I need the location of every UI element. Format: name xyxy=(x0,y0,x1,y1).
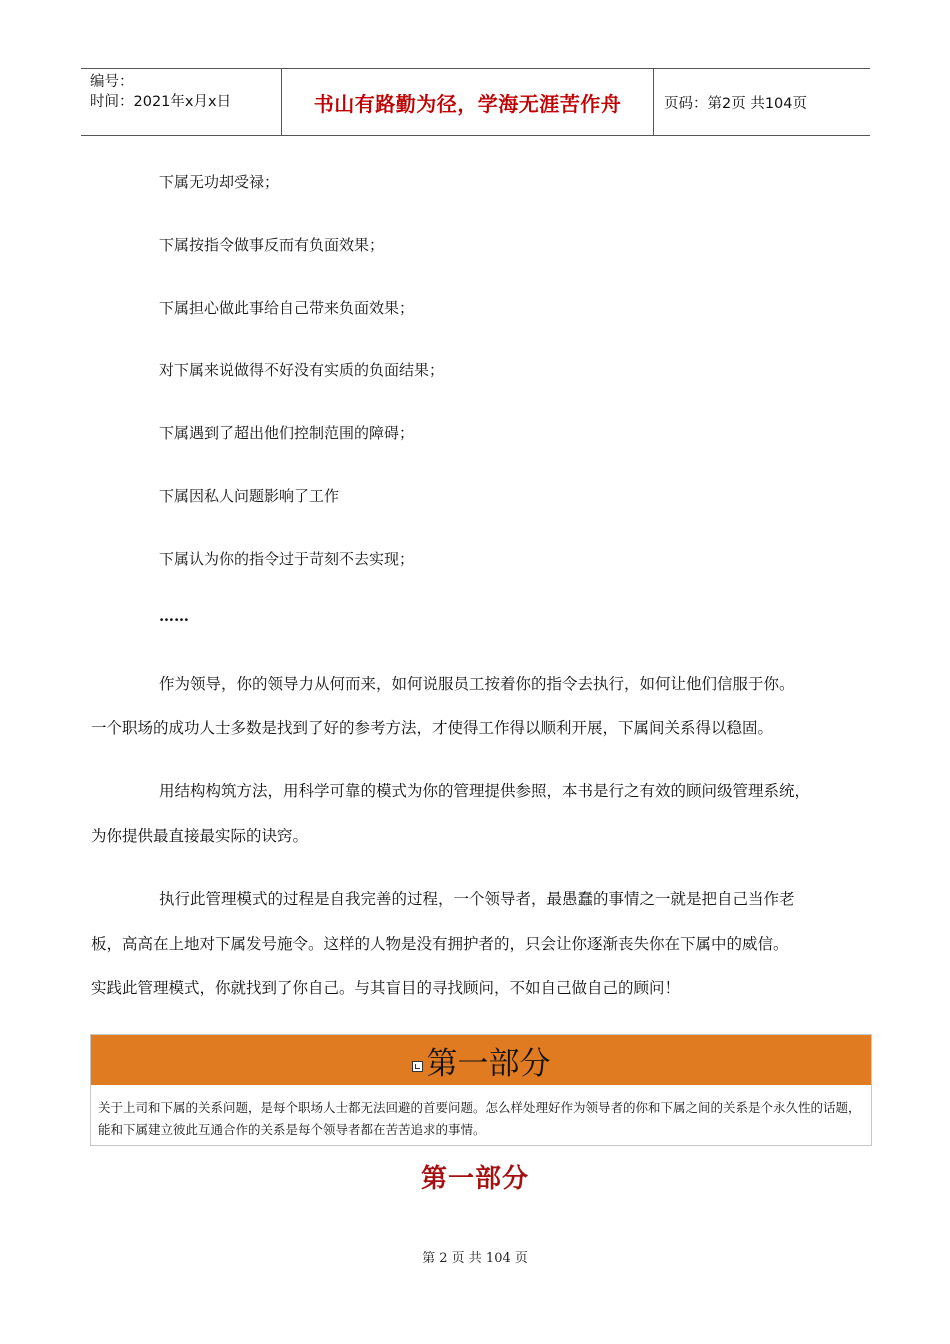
paragraph-line: 执行此管理模式的过程是自我完善的过程，一个领导者，最愚蠢的事情之一就是把自己当作老 xyxy=(159,890,795,908)
page-header xyxy=(81,68,870,136)
section-box-title: 第一部分 xyxy=(426,1045,551,1082)
section-title: 第一部分 xyxy=(420,1164,529,1194)
paragraph-line: 作为领导，你的领导力从何而来，如何说服员工按着你的指令去执行，如何让他们信服于你。 xyxy=(159,675,795,693)
section-box-body: 关于上司和下属的关系问题，是每个职场人士都无法回避的首要问题。怎么样处理好作为领导者的你和下属之间的关系是个永久性的话题，能和下属建立彼此互通合作的关系是每个领导者都在苦苦追求的事情。 xyxy=(98,1100,861,1137)
section-box-header xyxy=(91,1035,871,1085)
time-label: 时间：2021年x月x日 xyxy=(90,94,232,110)
header-motto: 书山有路勤为径，学海无涯苦作舟 xyxy=(282,69,654,135)
page-footer: 第 2 页 共 104 页 xyxy=(422,1251,528,1266)
list-item: 下属按指令做事反而有负面效果； xyxy=(159,236,385,254)
paragraph-line: 板，高高在上地对下属发号施令。这样的人物是没有拥护者的，只会让你逐渐丧失你在下属中的威信。 xyxy=(91,935,789,953)
list-item: 下属遇到了超出他们控制范围的障碍； xyxy=(159,424,415,442)
header-page-info: 页码：第2页 共104页 xyxy=(664,95,808,112)
header-meta xyxy=(81,69,282,135)
paragraph-line: 为你提供最直接最实际的诀窍。 xyxy=(91,827,309,845)
return-icon[interactable] xyxy=(412,1061,423,1072)
list-item-ellipsis: …… xyxy=(159,607,189,625)
list-item: 下属无功却受禄； xyxy=(159,173,280,191)
number-label: 编号： xyxy=(90,74,134,90)
list-item: 对下属来说做得不好没有实质的负面结果； xyxy=(159,361,445,379)
paragraph-line: 用结构构筑方法，用科学可靠的模式为你的管理提供参照，本书是行之有效的顾问级管理系统， xyxy=(159,782,811,800)
list-item: 下属认为你的指令过于苛刻不去实现； xyxy=(159,550,415,568)
list-item: 下属担心做此事给自己带来负面效果； xyxy=(159,299,415,317)
list-item: 下属因私人问题影响了工作 xyxy=(159,487,340,505)
paragraph-line: 一个职场的成功人士多数是找到了好的参考方法，才使得工作得以顺利开展，下属间关系得以稳固。 xyxy=(91,719,774,737)
paragraph-line: 实践此管理模式，你就找到了你自己。与其盲目的寻找顾问，不如自己做自己的顾问！ xyxy=(91,979,681,997)
section-summary-box xyxy=(90,1034,872,1146)
